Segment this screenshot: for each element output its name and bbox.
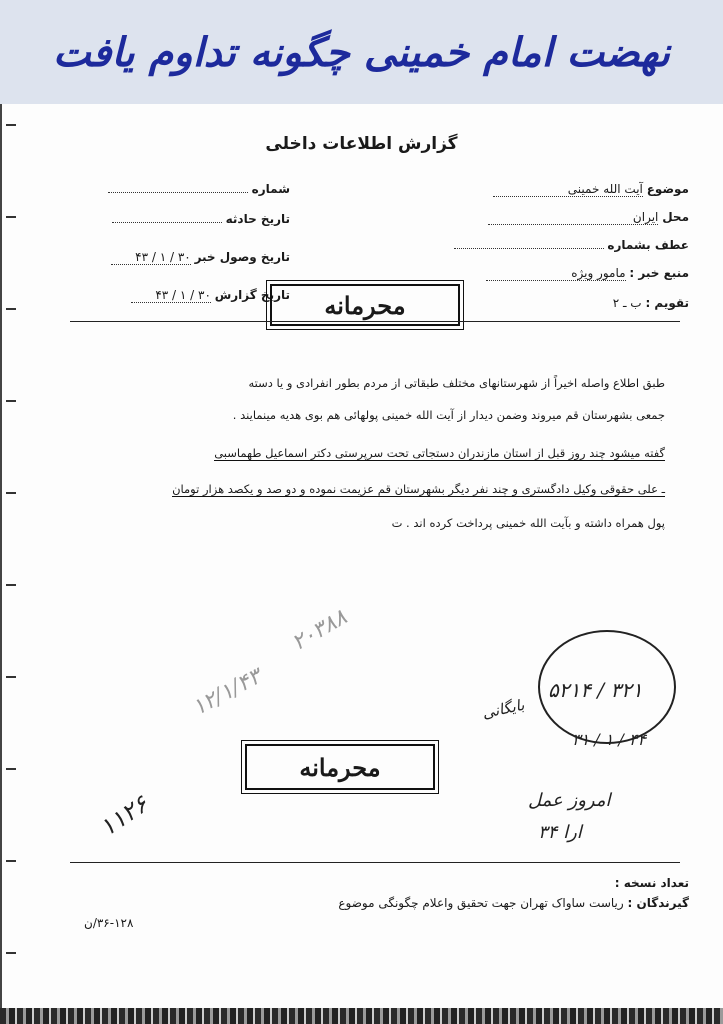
- field-report-date-label: تاریخ گزارش: [214, 288, 290, 302]
- confidential-stamp-top-text: محرمانه: [324, 290, 406, 320]
- oval-date: ۴۴ / ۱ / ۳۱: [572, 730, 647, 749]
- edge-tick: [6, 492, 16, 494]
- field-source-value: مامور ویژه: [571, 266, 626, 280]
- field-calendar-label: تقویم :: [645, 296, 689, 310]
- field-location: [459, 210, 689, 225]
- field-report-date-value: ۳۰ / ۱ / ۴۳: [155, 288, 211, 302]
- body-line-3: گفته میشود چند روز قبل از استان مازندران دستجاتی تحت سرپرستی دکتر اسماعیل طهماسبی: [214, 446, 665, 460]
- copies-count-label: تعداد نسخه :: [614, 876, 689, 890]
- field-received-date: [80, 250, 290, 265]
- signature-2: ارا ۳۴: [538, 822, 582, 843]
- diagonal-handwritten-number: ۱۱۲۶: [94, 789, 153, 843]
- edge-tick: [6, 308, 16, 310]
- footer-divider: [70, 862, 680, 863]
- field-subject-value: آیت الله خمینی: [567, 182, 643, 196]
- edge-tick: [6, 216, 16, 218]
- scan-bottom-edge: [0, 1008, 723, 1024]
- edge-tick: [6, 400, 16, 402]
- body-line-5: پول همراه داشته و بآیت الله خمینی پرداخت کرده اند . ت: [391, 516, 665, 530]
- signature-1: امروز عمل: [528, 790, 611, 811]
- body-line-1: طبق اطلاع واصله اخیراً از شهرستانهای مختلف طبقاتی از مردم بطور انفرادی و یا دسته: [248, 376, 665, 390]
- confidential-stamp-bottom: [245, 744, 435, 790]
- faint-diagonal-note-2: ۲۰۳۸۸: [287, 604, 352, 657]
- edge-tick: [6, 584, 16, 586]
- field-received-date-value: ۳۰ / ۱ / ۴۳: [135, 250, 191, 264]
- faint-diagonal-note-1: ۱۲/۱/۴۳: [188, 664, 266, 721]
- header-divider: [70, 321, 680, 322]
- field-number: [80, 182, 290, 196]
- field-subject: [459, 182, 689, 197]
- field-report-date: [80, 288, 290, 303]
- banner-title: نهضت امام خمینی چگونه تداوم یافت: [52, 28, 671, 76]
- edge-tick: [6, 860, 16, 862]
- field-location-label: محل: [662, 210, 689, 224]
- oval-number: ۳۲۱ / ۵۲۱۴: [548, 678, 643, 702]
- page-left-edge: [0, 104, 16, 1024]
- field-subject-label: موضوع: [646, 182, 689, 196]
- recipients-value: ریاست ساواک تهران جهت تحقیق واعلام چگونگی موضوع: [338, 896, 624, 910]
- copies-count: [615, 876, 689, 890]
- field-incident-date: [80, 212, 290, 226]
- field-source: [459, 266, 689, 281]
- field-reference-label: عطف بشماره: [607, 238, 689, 252]
- body-line-2: جمعی بشهرستان قم میروند وضمن دیدار از آیت الله خمینی پولهائی هم بوی هدیه مینمایند .: [232, 408, 665, 422]
- field-received-date-label: تاریخ وصول خبر: [194, 250, 290, 264]
- recipients: [338, 896, 689, 910]
- field-reference: [459, 238, 689, 252]
- field-calendar: [459, 296, 689, 310]
- field-location-value: ایران: [632, 210, 659, 224]
- confidential-stamp-top: [270, 284, 460, 326]
- edge-tick: [6, 952, 16, 954]
- reference-code: ۳۶-۱۲۸/ن: [84, 916, 134, 930]
- field-incident-date-label: تاریخ حادثه: [225, 212, 290, 226]
- confidential-stamp-bottom-text: محرمانه: [299, 752, 381, 782]
- side-note: بایگانی: [480, 695, 526, 723]
- edge-tick: [6, 676, 16, 678]
- edge-tick: [6, 124, 16, 126]
- edge-tick: [6, 768, 16, 770]
- report-title: گزارش اطلاعات داخلی: [265, 134, 458, 154]
- field-number-label: شماره: [251, 182, 290, 196]
- body-line-4: ـ علی حقوقی وکیل دادگستری و چند نفر دیگر بشهرستان قم عزیمت نموده و دو صد و یکصد هزار تومان: [172, 482, 665, 496]
- recipients-label: گیرندگان :: [627, 896, 689, 910]
- title-banner: [0, 0, 723, 104]
- field-source-label: منبع خبر :: [629, 266, 689, 280]
- field-calendar-value: ب ـ ۲: [612, 296, 642, 310]
